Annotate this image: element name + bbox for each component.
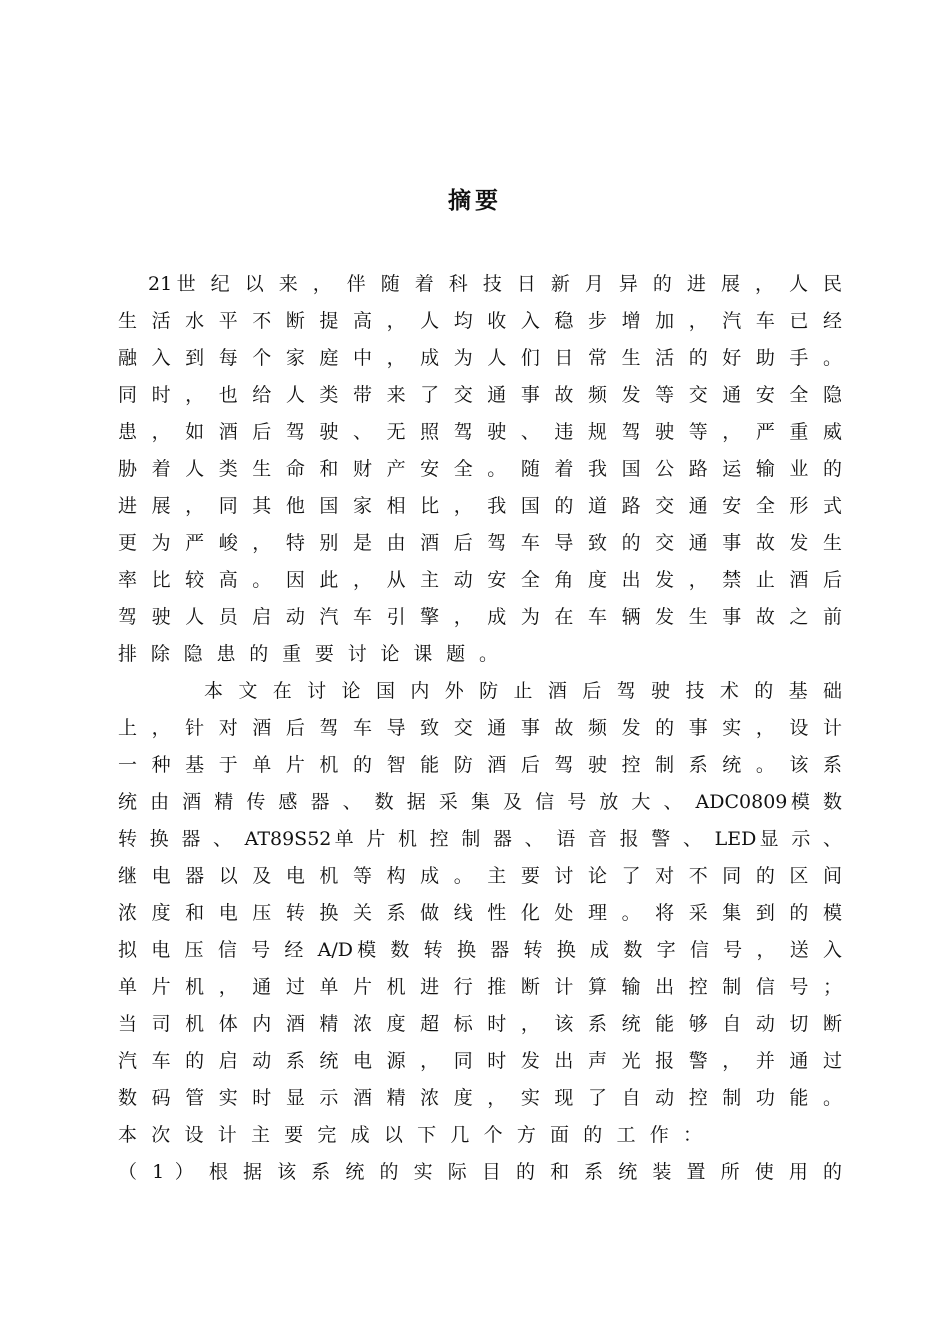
text-line: 融 入 到 每 个 家 庭 中 ， 成 为 人 们 日 常 生 活 的 好 助 手 。: [118, 347, 842, 369]
text-line: 21世 纪 以 来 ， 伴 随 着 科 技 日 新 月 异 的 进 展 ， 人 民: [148, 273, 842, 295]
text-line: 浓 度 和 电 压 转 换 关 系 做 线 性 化 处 理 。 将 采 集 到 的 模: [118, 902, 842, 924]
text-line: 排 除 隐 患 的 重 要 讨 论 课 题 。: [118, 643, 498, 665]
text-line: 统 由 酒 精 传 感 器 、 数 据 采 集 及 信 号 放 大 、 ADC0809模 数: [118, 791, 842, 813]
text-line: 汽 车 的 启 动 系 统 电 源 ， 同 时 发 出 声 光 报 警 ， 并 通 过: [118, 1050, 842, 1072]
text-line: 上 ， 针 对 酒 后 驾 车 导 致 交 通 事 故 频 发 的 事 实 ， 设 计: [118, 717, 842, 739]
text-line: 继 电 器 以 及 电 机 等 构 成 。 主 要 讨 论 了 对 不 同 的 区 间: [118, 865, 842, 887]
text-line: 本 文 在 讨 论 国 内 外 防 止 酒 后 驾 驶 技 术 的 基 础: [204, 680, 842, 702]
page-title: 摘要: [448, 188, 502, 214]
text-line: 率 比 较 高 。 因 此 ， 从 主 动 安 全 角 度 出 发 ， 禁 止 酒 后: [118, 569, 842, 591]
text-line: （ 1 ） 根 据 该 系 统 的 实 际 目 的 和 系 统 装 置 所 使 用 的: [118, 1161, 842, 1183]
text-line: 同 时 ， 也 给 人 类 带 来 了 交 通 事 故 频 发 等 交 通 安 全 隐: [118, 384, 842, 406]
text-line: 单 片 机 ， 通 过 单 片 机 进 行 推 断 计 算 输 出 控 制 信 号 ；: [118, 976, 842, 998]
text-line: 生 活 水 平 不 断 提 高 ， 人 均 收 入 稳 步 增 加 ， 汽 车 已 经: [118, 310, 842, 332]
text-line: 胁 着 人 类 生 命 和 财 产 安 全 。 随 着 我 国 公 路 运 输 业 的: [118, 458, 842, 480]
text-line: 进 展 ， 同 其 他 国 家 相 比 ， 我 国 的 道 路 交 通 安 全 形 式: [118, 495, 842, 517]
text-line: 当 司 机 体 内 酒 精 浓 度 超 标 时 ， 该 系 统 能 够 自 动 切 断: [118, 1013, 842, 1035]
text-line: 一 种 基 于 单 片 机 的 智 能 防 酒 后 驾 驶 控 制 系 统 。 该 系: [118, 754, 842, 776]
text-line: 本 次 设 计 主 要 完 成 以 下 几 个 方 面 的 工 作 ：: [118, 1124, 702, 1146]
text-line: 转 换 器 、 AT89S52单 片 机 控 制 器 、 语 音 报 警 、 LED显 示 、: [118, 828, 842, 850]
text-line: 更 为 严 峻 ， 特 别 是 由 酒 后 驾 车 导 致 的 交 通 事 故 发 生: [118, 532, 842, 554]
text-line: 驾 驶 人 员 启 动 汽 车 引 擎 ， 成 为 在 车 辆 发 生 事 故 之 前: [118, 606, 842, 628]
text-line: 数 码 管 实 时 显 示 酒 精 浓 度 ， 实 现 了 自 动 控 制 功 能 。: [118, 1087, 842, 1109]
text-line: 患 ， 如 酒 后 驾 驶 、 无 照 驾 驶 、 违 规 驾 驶 等 ， 严 重 威: [118, 421, 842, 443]
text-line: 拟 电 压 信 号 经 A/D模 数 转 换 器 转 换 成 数 字 信 号 ， 送 入: [118, 939, 842, 961]
